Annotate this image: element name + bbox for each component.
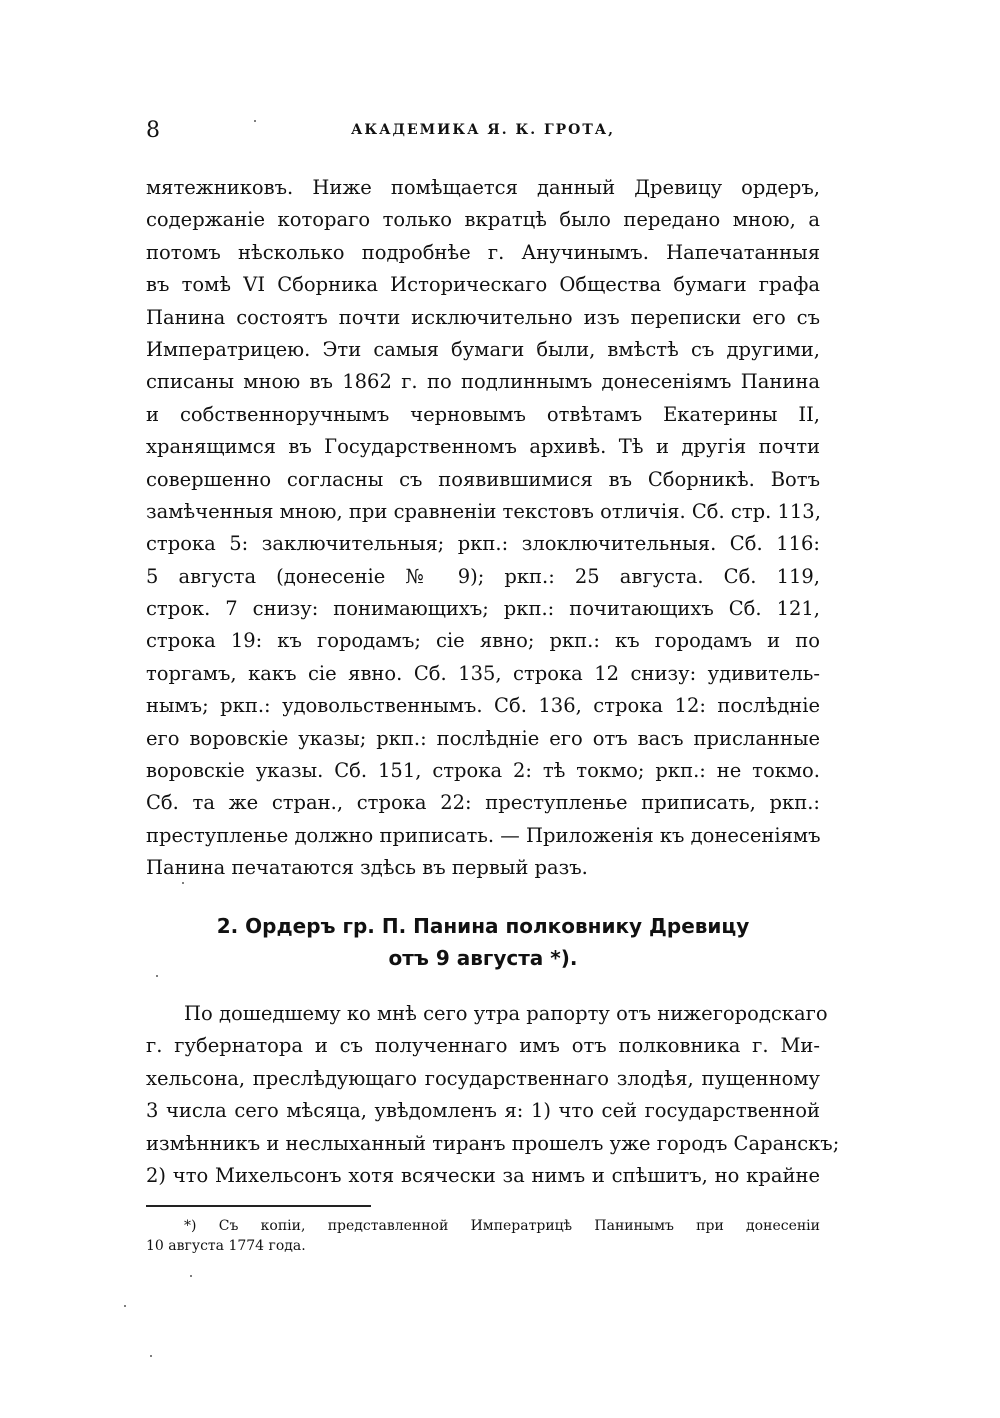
section-paragraph — [146, 998, 840, 1192]
text-line: преступленье должно приписать. — Приложенія къ донесеніямъ — [146, 823, 821, 847]
text-line: потомъ нѣсколько подробнѣе г. Анучинымъ. Напечатанныя — [146, 240, 820, 264]
section-title — [146, 910, 820, 974]
print-speck — [182, 882, 184, 884]
footnote-divider — [146, 1205, 371, 1207]
text-line: хранящимся въ Государственномъ архивѣ. Тѣ и другія почти — [146, 435, 820, 459]
page-number: 8 — [146, 118, 160, 143]
text-line: строка 5: заключительныя; ркп.: злоключительныя. Сб. 116: — [146, 532, 820, 556]
print-speck — [254, 120, 256, 122]
text-line: въ томѣ VI Сборника Историческаго Общества бумаги графа — [146, 273, 820, 297]
text-line: Сб. та же стран., строка 22: преступленье приписать, ркп.: — [146, 791, 820, 815]
text-line: содержаніе котораго только вкратцѣ было передано мною, а — [146, 208, 820, 232]
print-speck — [150, 1355, 152, 1357]
text-line: Панина состоятъ почти исключительно изъ переписки его съ — [146, 305, 820, 329]
page-header — [146, 118, 820, 148]
text-line: воровскіе указы. Сб. 151, строка 2: тѣ токмо; ркп.: не токмо. — [146, 759, 820, 783]
text-line: и собственноручнымъ черновымъ отвѣтамъ Екатерины II, — [146, 402, 820, 426]
main-paragraph — [146, 172, 820, 885]
section-title-line: отъ 9 августа *). — [388, 946, 578, 970]
text-line: строка 19: къ городамъ; сіе явно; ркп.: къ городамъ и по — [146, 629, 820, 653]
text-line: По дошедшему ко мнѣ сего утра рапорту отъ нижегородскаго — [184, 1002, 828, 1025]
footnote-line: 10 августа 1774 года. — [146, 1238, 306, 1254]
print-speck — [124, 1305, 126, 1307]
text-line: замѣченныя мною, при сравненіи текстовъ отличія. Сб. стр. 113, — [146, 499, 821, 523]
print-speck — [156, 975, 158, 977]
text-line: мятежниковъ. Ниже помѣщается данный Древицу ордеръ, — [146, 176, 820, 199]
text-line: торгамъ, какъ сіе явно. Сб. 135, строка 12 снизу: удивитель- — [146, 661, 820, 685]
text-line: его воровскіе указы; ркп.: послѣдніе его отъ васъ присланные — [146, 726, 820, 750]
text-line: списаны мною въ 1862 г. по подлиннымъ донесеніямъ Панина — [146, 370, 820, 394]
text-line: строк. 7 снизу: понимающихъ; ркп.: почитающихъ Сб. 121, — [146, 597, 820, 621]
text-line: 2) что Михельсонъ хотя всячески за нимъ и спѣшитъ, но крайне — [146, 1163, 820, 1187]
text-line: г. губернатора и съ полученнаго имъ отъ полковника г. Ми- — [146, 1034, 820, 1058]
text-line: 5 августа (донесеніе № 9); ркп.: 25 августа. Сб. 119, — [146, 564, 820, 588]
running-head: АКАДЕМИКА Я. К. ГРОТА, — [350, 122, 616, 138]
footnote-line: *) Съ копіи, представленной Императрицѣ Панинымъ при донесеніи — [184, 1218, 820, 1234]
text-line: измѣнникъ и неслыханный тиранъ прошелъ уже городъ Саранскъ; — [146, 1131, 840, 1155]
text-line: хельсона, преслѣдующаго государственнаго злодѣя, пущенному — [146, 1066, 820, 1090]
text-line: 3 числа сего мѣсяца, увѣдомленъ я: 1) что сей государственной — [146, 1099, 820, 1123]
section-title-line: 2. Ордеръ гр. П. Панина полковнику Древицу — [216, 914, 750, 938]
footnote — [146, 1216, 820, 1256]
text-line: Императрицею. Эти самыя бумаги были, вмѣстѣ съ другими, — [146, 337, 820, 361]
text-line: нымъ; ркп.: удовольственнымъ. Сб. 136, строка 12: послѣдніе — [146, 694, 820, 718]
text-line: совершенно согласны съ появившимися въ Сборникѣ. Вотъ — [146, 467, 820, 491]
text-line: Панина печатаются здѣсь въ первый разъ. — [146, 856, 588, 880]
print-speck — [190, 1275, 192, 1277]
